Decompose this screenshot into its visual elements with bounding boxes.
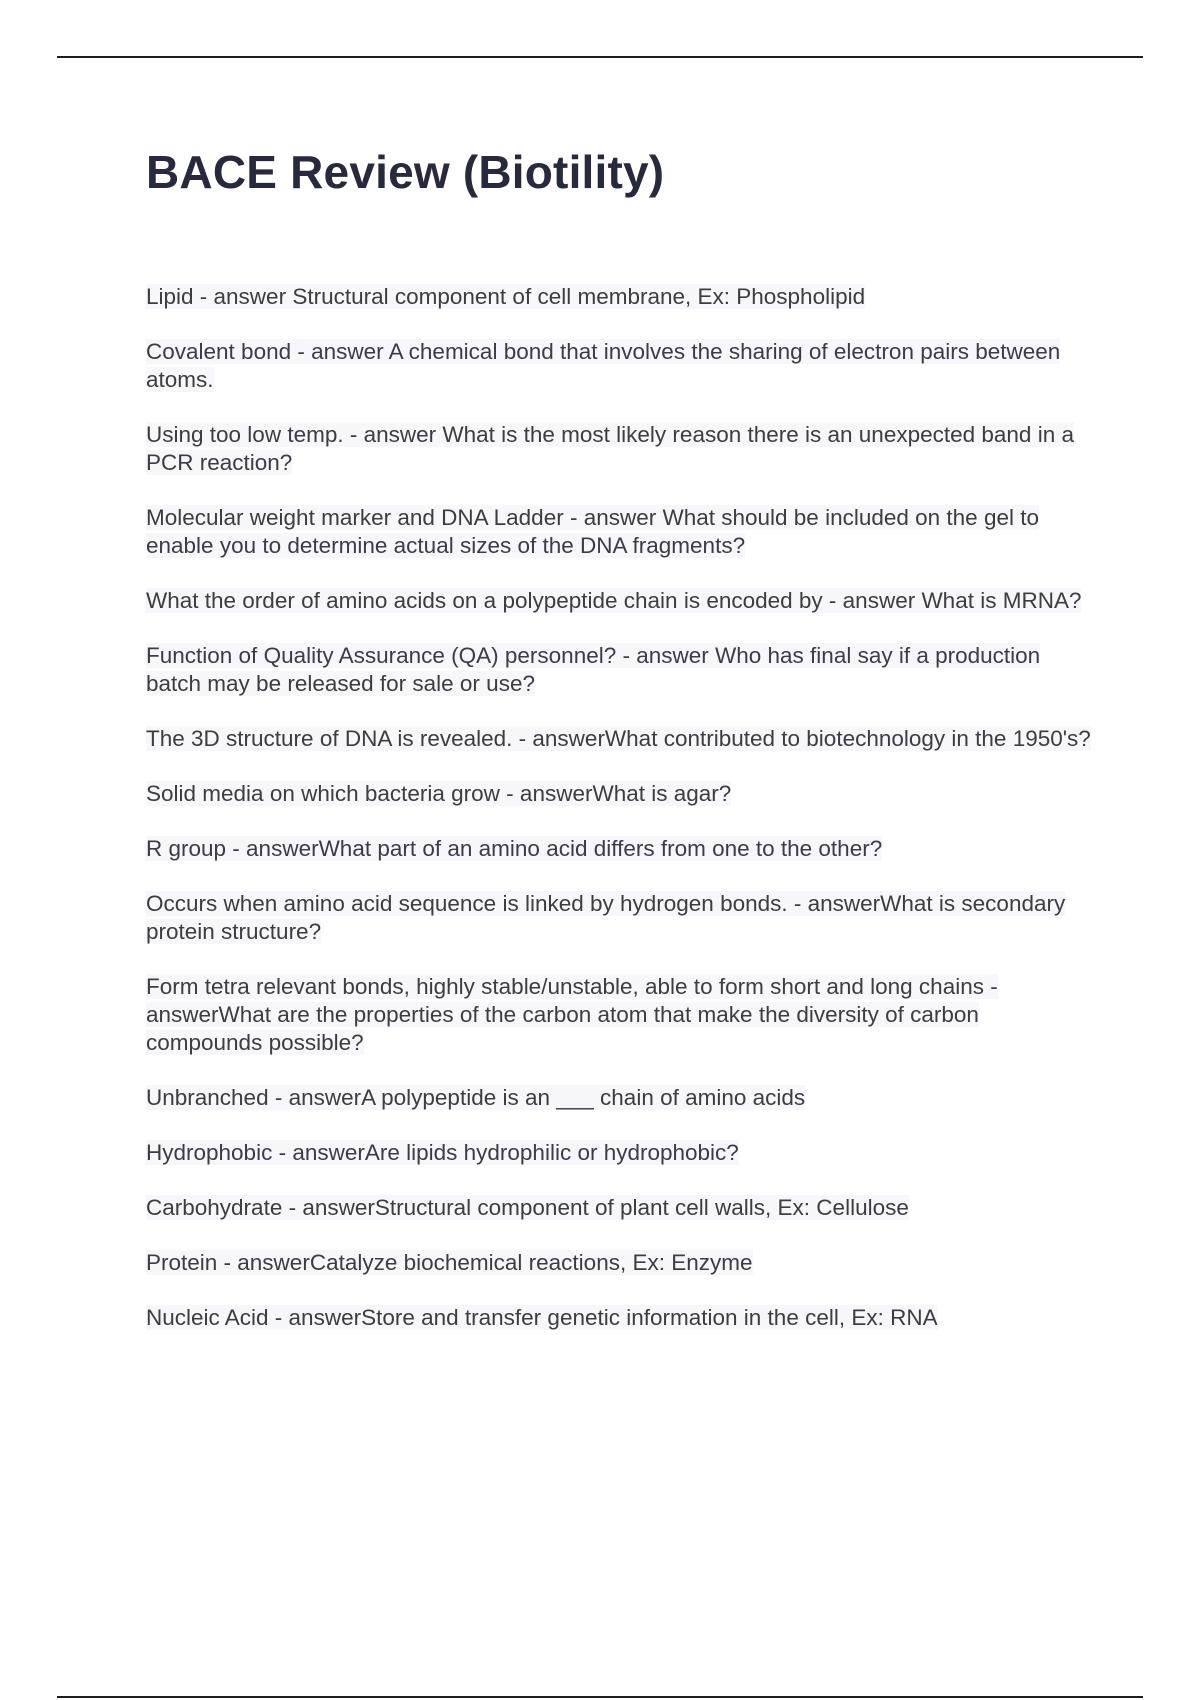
bottom-rule — [57, 1696, 1143, 1698]
qa-item — [146, 973, 1096, 1057]
qa-item — [146, 642, 1096, 698]
qa-item — [146, 780, 1096, 808]
qa-text: What the order of amino acids on a polypeptide chain is encoded by - answer What is MRNA? — [146, 588, 1082, 613]
qa-item — [146, 890, 1096, 946]
qa-text: Molecular weight marker and DNA Ladder - answer What should be included on the gel to enable you to determine actual sizes of the DNA fragments? — [146, 505, 1039, 558]
page-title: BACE Review (Biotility) — [146, 146, 665, 198]
qa-text: Unbranched - answerA polypeptide is an ___ chain of amino acids — [146, 1085, 806, 1110]
qa-item — [146, 835, 1096, 863]
qa-text: Form tetra relevant bonds, highly stable/unstable, able to form short and long chains - answerWhat are the properties of the carbon atom that make the diversity of carbon compounds possible? — [146, 974, 998, 1055]
qa-item — [146, 283, 1096, 311]
qa-text: Covalent bond - answer A chemical bond that involves the sharing of electron pairs between atoms. — [146, 339, 1061, 392]
qa-text: Protein - answerCatalyze biochemical reactions, Ex: Enzyme — [146, 1250, 753, 1275]
top-rule — [57, 56, 1143, 58]
qa-text: R group - answerWhat part of an amino acid differs from one to the other? — [146, 836, 883, 861]
qa-text: The 3D structure of DNA is revealed. - answerWhat contributed to biotechnology in the 1950's? — [146, 726, 1091, 751]
qa-item — [146, 1249, 1096, 1277]
qa-item — [146, 1139, 1096, 1167]
qa-item — [146, 725, 1096, 753]
qa-text: Using too low temp. - answer What is the most likely reason there is an unexpected band in a PCR reaction? — [146, 422, 1074, 475]
qa-text: Solid media on which bacteria grow - answerWhat is agar? — [146, 781, 732, 806]
qa-text: Occurs when amino acid sequence is linked by hydrogen bonds. - answerWhat is secondary protein structure? — [146, 891, 1066, 944]
qa-item — [146, 421, 1096, 477]
qa-item — [146, 504, 1096, 560]
qa-text: Lipid - answer Structural component of cell membrane, Ex: Phospholipid — [146, 284, 866, 309]
qa-item — [146, 338, 1096, 394]
qa-text: Carbohydrate - answerStructural component of plant cell walls, Ex: Cellulose — [146, 1195, 909, 1220]
qa-text: Function of Quality Assurance (QA) personnel? - answer Who has final say if a production batch may be released for sale or use? — [146, 643, 1041, 696]
qa-text: Nucleic Acid - answerStore and transfer genetic information in the cell, Ex: RNA — [146, 1305, 938, 1330]
qa-item — [146, 1304, 1096, 1332]
qa-item — [146, 1084, 1096, 1112]
qa-list — [146, 283, 1096, 1359]
qa-item — [146, 1194, 1096, 1222]
qa-item — [146, 587, 1096, 615]
qa-text: Hydrophobic - answerAre lipids hydrophilic or hydrophobic? — [146, 1140, 739, 1165]
